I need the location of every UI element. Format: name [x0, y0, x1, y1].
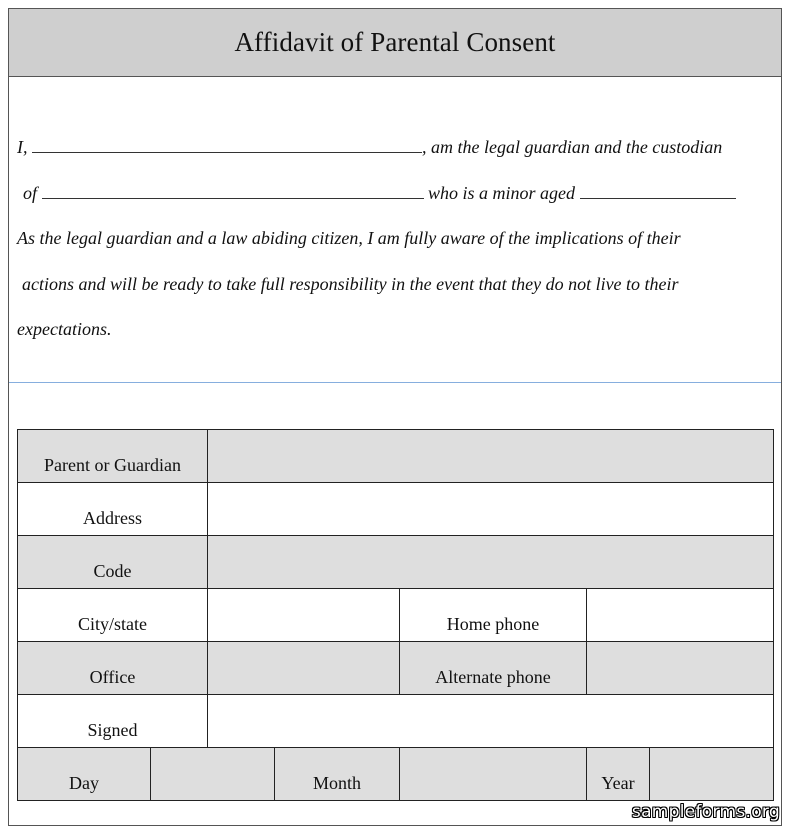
form-title: Affidavit of Parental Consent — [234, 27, 556, 57]
details-table — [17, 429, 774, 801]
code-label: Code — [18, 536, 208, 589]
office-label: Office — [18, 642, 208, 695]
month-input[interactable] — [400, 748, 587, 801]
year-input[interactable] — [650, 748, 774, 801]
alternate-phone-input[interactable] — [587, 642, 774, 695]
code-input[interactable] — [208, 536, 774, 589]
statement-line-5: expectations. — [17, 319, 112, 339]
minor-age-blank[interactable] — [580, 184, 736, 199]
office-input[interactable] — [208, 642, 400, 695]
month-label: Month — [275, 748, 400, 801]
home-phone-label: Home phone — [400, 589, 587, 642]
year-label: Year — [587, 748, 650, 801]
address-input[interactable] — [208, 483, 774, 536]
statement-line-2-lead: of — [23, 183, 38, 203]
statement-line-1 — [17, 137, 722, 158]
address-label: Address — [18, 483, 208, 536]
statement-line-2 — [23, 183, 736, 204]
statement-line-1-tail: , am the legal guardian and the custodian — [422, 137, 723, 157]
guardian-name-blank[interactable] — [32, 138, 422, 153]
city-state-label: City/state — [18, 589, 208, 642]
statement-line-1-lead: I, — [17, 137, 28, 157]
signature-input[interactable] — [208, 695, 774, 748]
parent-or-guardian-input[interactable] — [208, 430, 774, 483]
title-bar — [9, 9, 781, 77]
home-phone-input[interactable] — [587, 589, 774, 642]
day-input[interactable] — [151, 748, 275, 801]
statement-line-3: As the legal guardian and a law abiding citizen, I am fully aware of the implications of their — [17, 228, 681, 248]
parent-or-guardian-label: Parent or Guardian — [18, 430, 208, 483]
city-state-input[interactable] — [208, 589, 400, 642]
watermark: sampleforms.org — [631, 802, 780, 822]
signed-label: Signed — [18, 695, 208, 748]
minor-name-blank[interactable] — [42, 184, 424, 199]
statement-line-4: actions and will be ready to take full responsibility in the event that they do not live to their — [22, 274, 679, 294]
section-divider — [9, 382, 781, 383]
day-label: Day — [18, 748, 151, 801]
statement-line-2-mid: who is a minor aged — [428, 183, 576, 203]
alternate-phone-label: Alternate phone — [400, 642, 587, 695]
